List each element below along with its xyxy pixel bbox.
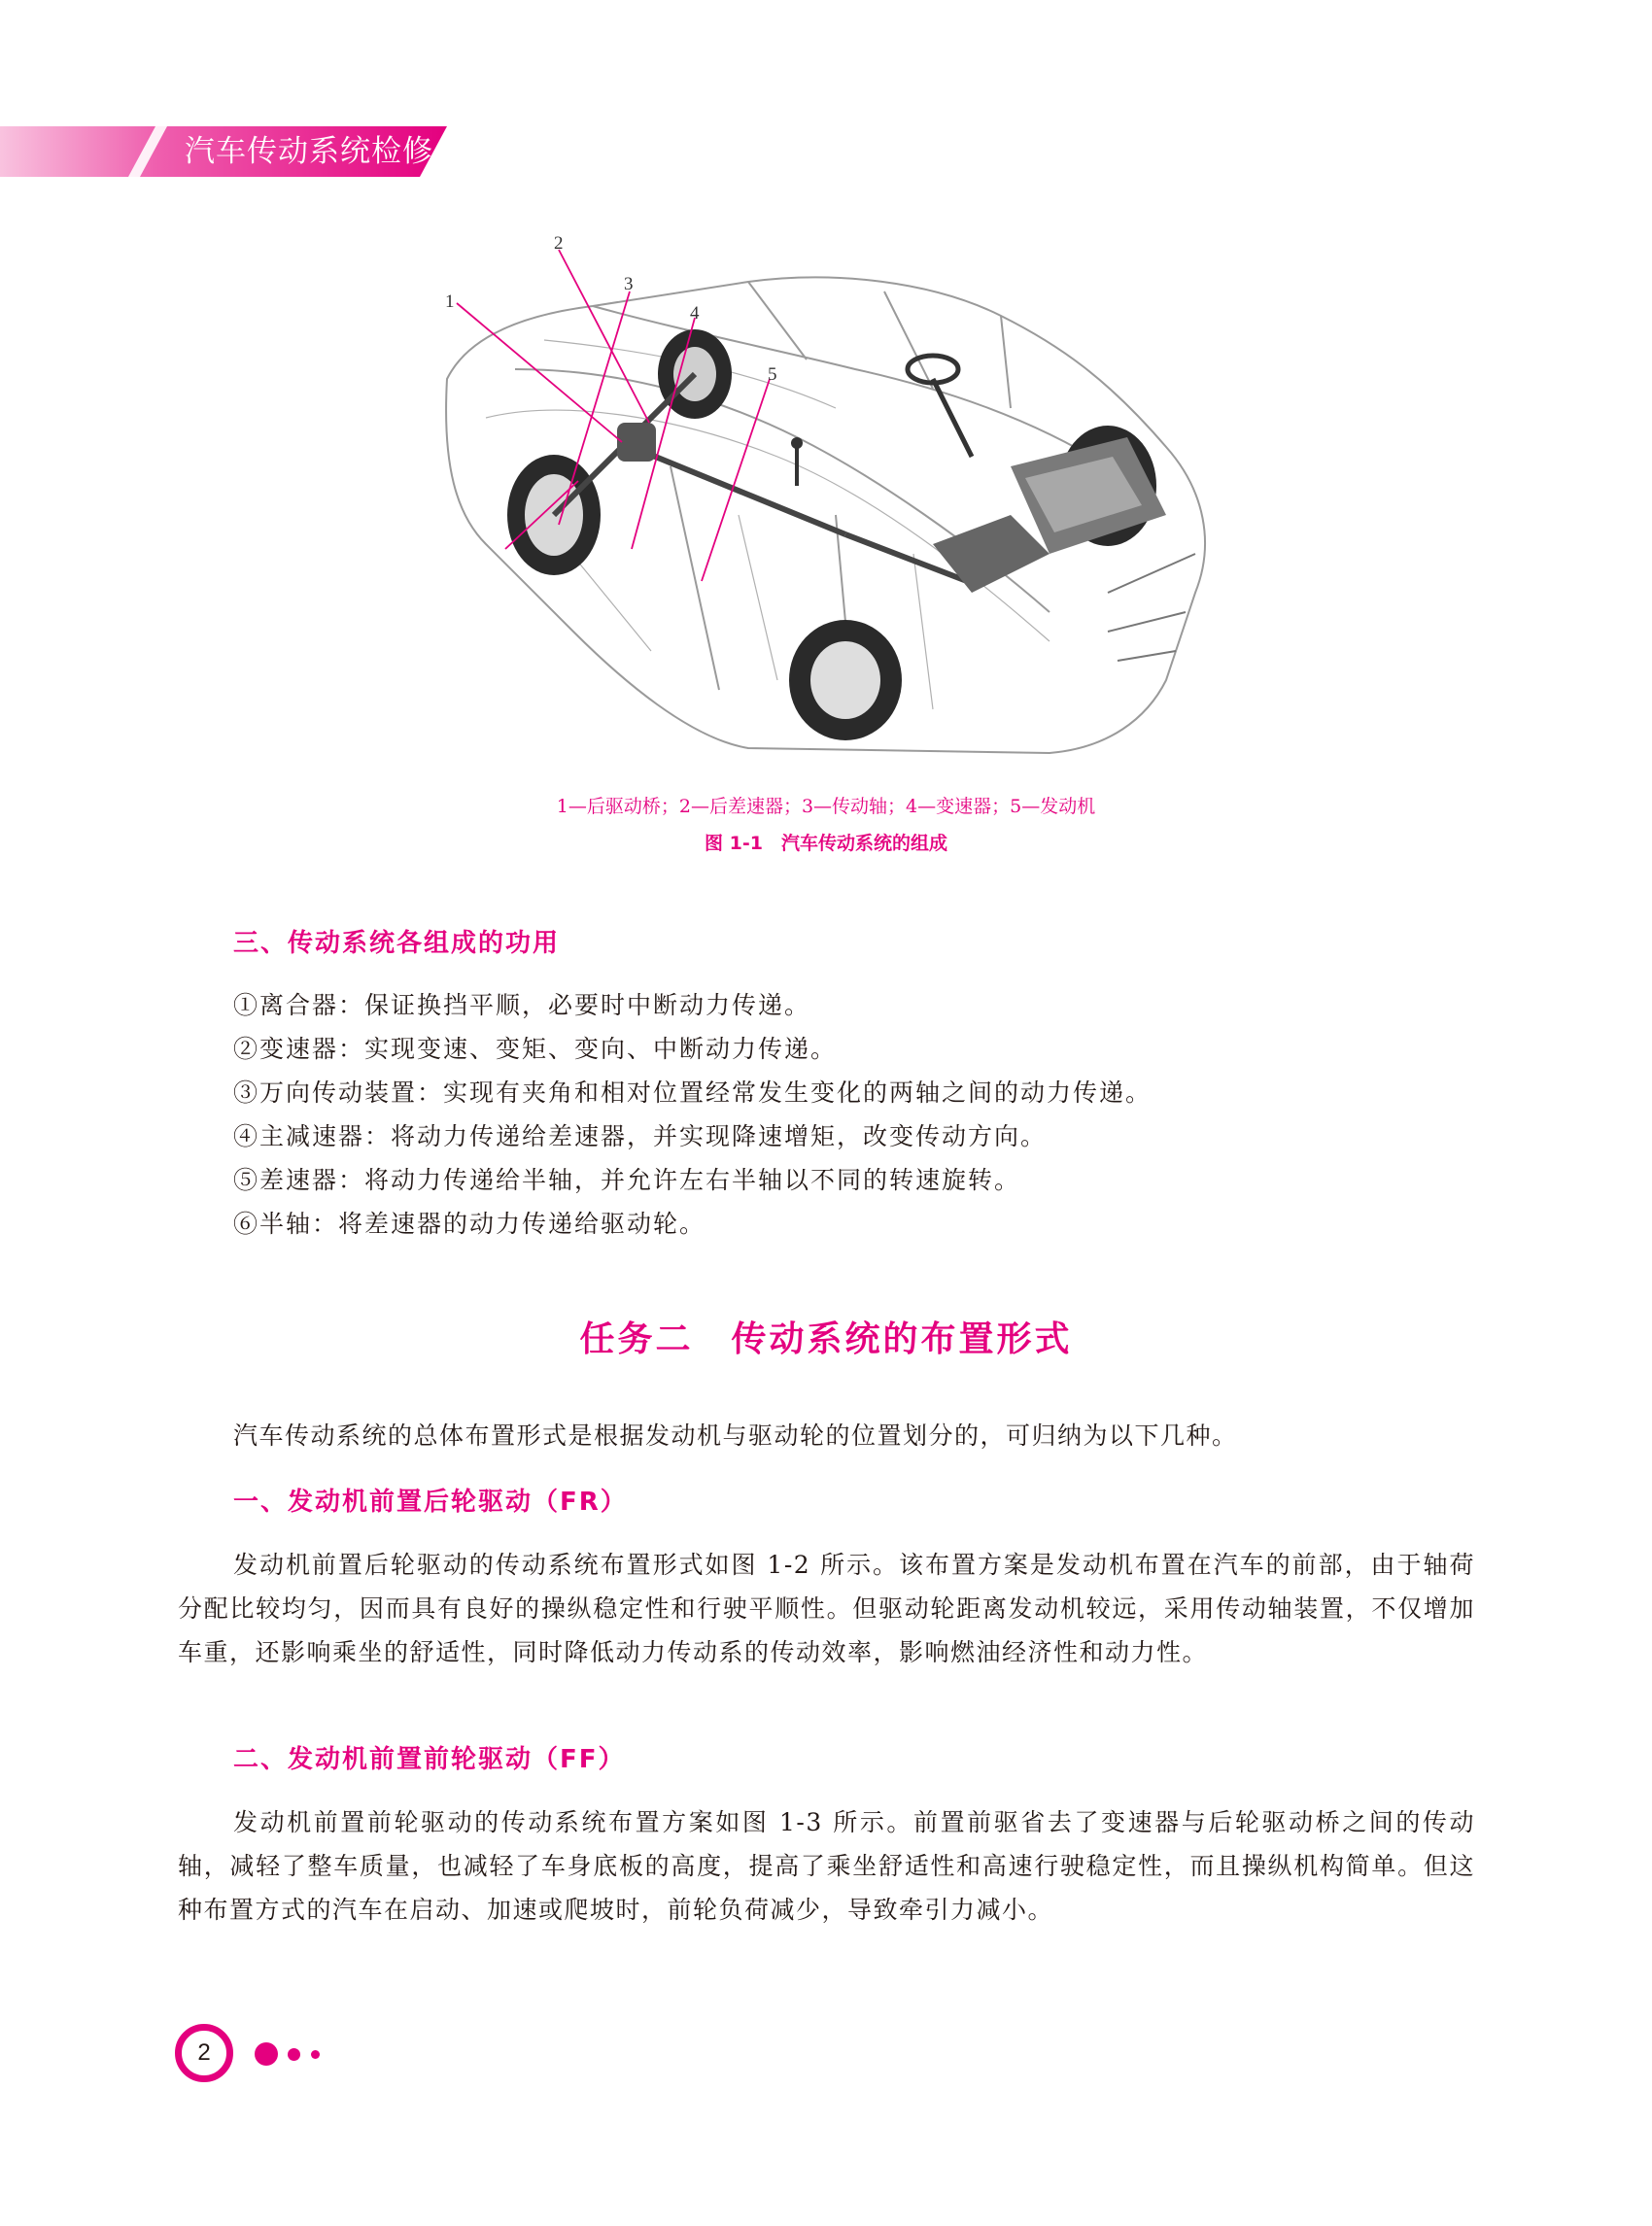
figure-title: 图 1-1 汽车传动系统的组成 (705, 833, 947, 854)
ff-paragraph: 发动机前置前轮驱动的传动系统布置方案如图 1-3 所示。前置前驱省去了变速器与后轮驱动桥之间的传动轴，减轻了整车质量，也减轻了车身底板的高度，提高了乘坐舒适性和高速行驶稳定性，而且操纵机构简单。但这种布置方式的汽车在启动、加速或爬坡时，前轮负荷减少，导致牵引力减小。 (178, 1808, 1475, 1924)
callout-4: 4 (690, 303, 700, 324)
figure-caption: 1—后驱动桥；2—后差速器；3—传动轴；4—变速器；5—发动机 (556, 796, 1096, 817)
list-item: ⑤差速器：将动力传递给半轴，并允许左右半轴以不同的转速旋转。 (233, 1166, 1021, 1194)
fr-paragraph: 发动机前置后轮驱动的传动系统布置形式如图 1-2 所示。该布置方案是发动机布置在汽车的前部，由于轴荷分配比较均匀，因而具有良好的操纵稳定性和行驶平顺性。但驱动轮距离发动机较远，采用传动轴装置，不仅增加车重，还影响乘坐的舒适性，同时降低动力传动系的传动效率，影响燃油经济性和动力性。 (178, 1551, 1475, 1666)
list-item: ④主减速器：将动力传递给差速器，并实现降速增矩，改变传动方向。 (233, 1122, 1048, 1150)
chapter-title: 汽车传动系统检修 (185, 134, 433, 169)
callout-3: 3 (624, 274, 634, 294)
page-number: 2 (197, 2039, 211, 2066)
car-drivetrain-figure (428, 223, 1234, 787)
task-title: 任务二 传动系统的布置形式 (579, 1318, 1073, 1359)
decorative-dot-small (311, 2050, 320, 2059)
list-item: ⑥半轴：将差速器的动力传递给驱动轮。 (233, 1210, 706, 1238)
section3-heading: 三、传动系统各组成的功用 (233, 929, 561, 958)
decorative-dot-medium (288, 2048, 300, 2061)
callout-5: 5 (768, 364, 777, 385)
callout-2: 2 (554, 233, 564, 254)
intro-paragraph: 汽车传动系统的总体布置形式是根据发动机与驱动轮的位置划分的，可归纳为以下几种。 (233, 1421, 1238, 1450)
decorative-dot-large (255, 2042, 278, 2066)
callout-1: 1 (445, 291, 455, 312)
fr-heading: 一、发动机前置后轮驱动（FR） (233, 1488, 628, 1517)
car-drivetrain-illustration (428, 223, 1234, 787)
ff-heading: 二、发动机前置前轮驱动（FF） (233, 1745, 626, 1774)
list-item: ③万向传动装置：实现有夹角和相对位置经常发生变化的两轴之间的动力传递。 (233, 1079, 1153, 1107)
list-item: ①离合器：保证换挡平顺，必要时中断动力传递。 (233, 991, 811, 1019)
list-item: ②变速器：实现变速、变矩、变向、中断动力传递。 (233, 1035, 838, 1063)
